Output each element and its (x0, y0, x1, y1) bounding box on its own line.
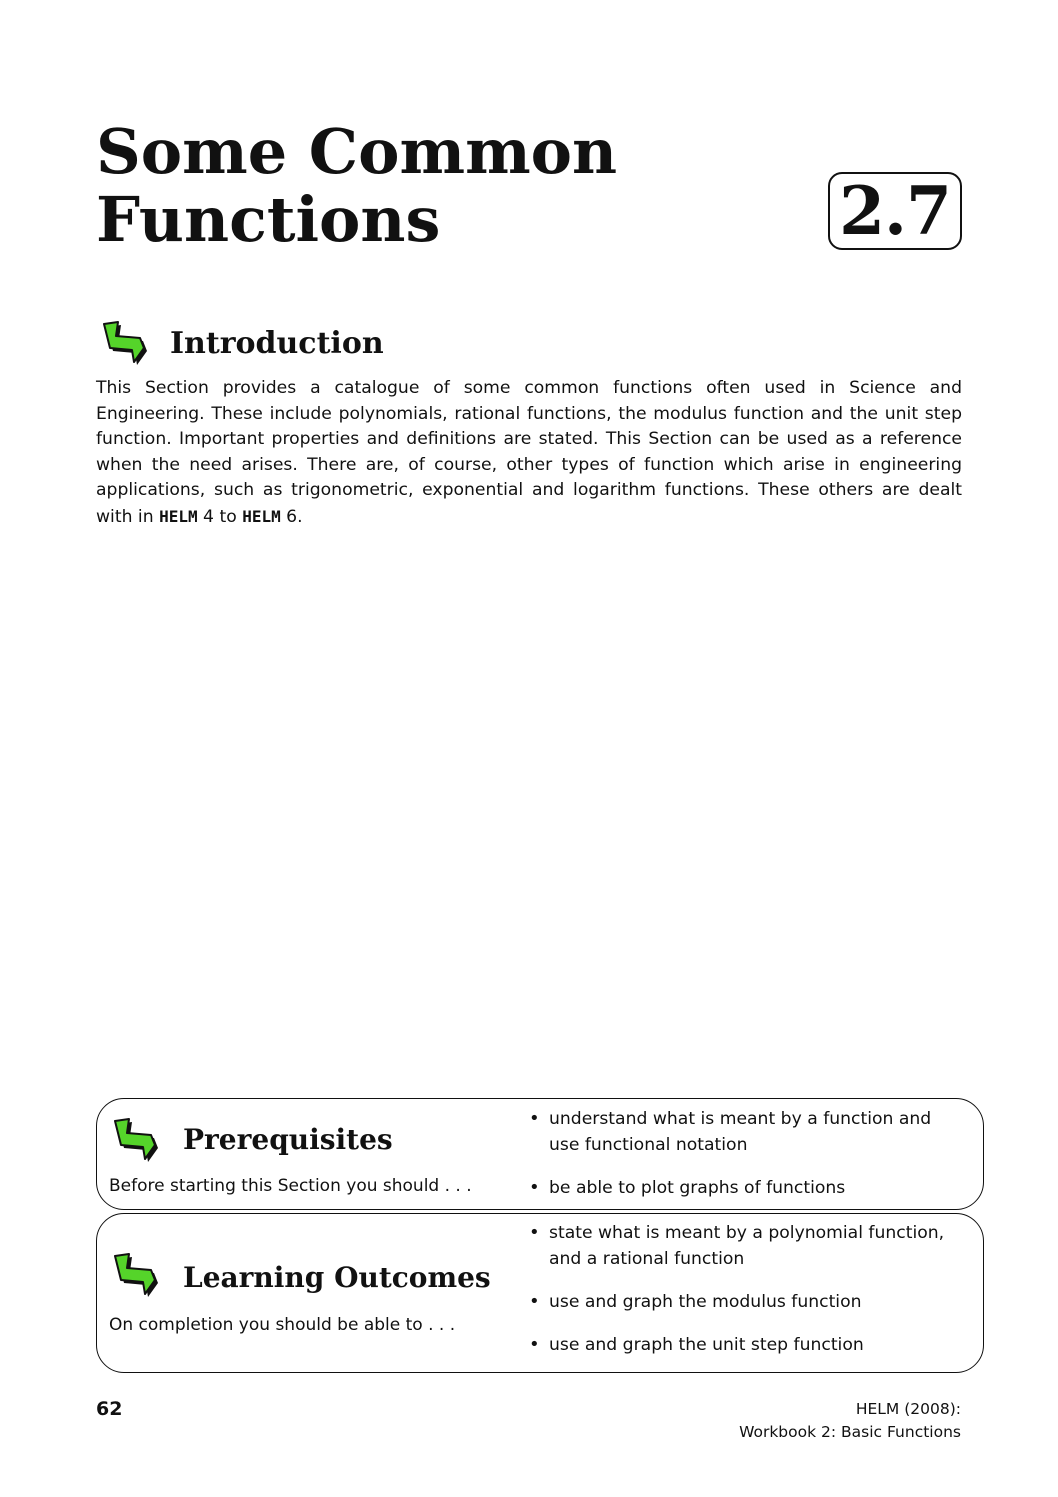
introduction-heading: Introduction (170, 326, 384, 361)
page-title (96, 115, 618, 256)
page-title-line1: Some Common (96, 115, 618, 188)
zigzag-arrow-icon (107, 1250, 163, 1300)
list-item: • use and graph the modulus function (527, 1289, 967, 1315)
list-item: • state what is meant by a polynomial function, and a rational function (527, 1220, 967, 1272)
learning-outcomes-box (96, 1213, 984, 1373)
zigzag-arrow-icon (96, 318, 152, 368)
intro-text-1: This Section provides a catalogue of some common functions often used in Science and Engineering. These include polynomials, rational functions, the modulus function and the unit step function. Important properties and definitions are stated. This Section can be used as a reference when the need arises. There are, of course, other types of function which arise in engineering applications, such as trigonometric, exponential and logarithm functions. These others are dealt with in (96, 378, 962, 527)
intro-text-3: 6. (280, 506, 303, 527)
learning-outcomes-heading: Learning Outcomes (183, 1261, 491, 1294)
prerequisites-box (96, 1098, 984, 1210)
prerequisites-subtext: Before starting this Section you should . . . (109, 1176, 472, 1196)
list-item: • be able to plot graphs of functions (527, 1175, 967, 1201)
intro-text-2: 4 to (197, 506, 243, 527)
page-title-line2: Functions (96, 183, 441, 256)
learning-outcomes-subtext: On completion you should be able to . . . (109, 1315, 456, 1335)
list-item: • use and graph the unit step function (527, 1332, 967, 1358)
introduction-body (96, 376, 962, 531)
footer-line2: Workbook 2: Basic Functions (739, 1423, 961, 1441)
learning-outcomes-list (527, 1220, 967, 1358)
prerequisites-list (527, 1106, 967, 1201)
footer-line1: HELM (2008): (855, 1400, 961, 1418)
prerequisites-heading: Prerequisites (183, 1123, 393, 1156)
helm-mark: HELM (159, 506, 198, 526)
helm-mark: HELM (242, 506, 281, 526)
zigzag-arrow-icon (107, 1115, 163, 1165)
section-number-badge: 2.7 (828, 172, 962, 250)
list-item: • understand what is meant by a function and use functional notation (527, 1106, 967, 1158)
footer-citation (739, 1398, 961, 1444)
page-number: 62 (96, 1398, 123, 1420)
